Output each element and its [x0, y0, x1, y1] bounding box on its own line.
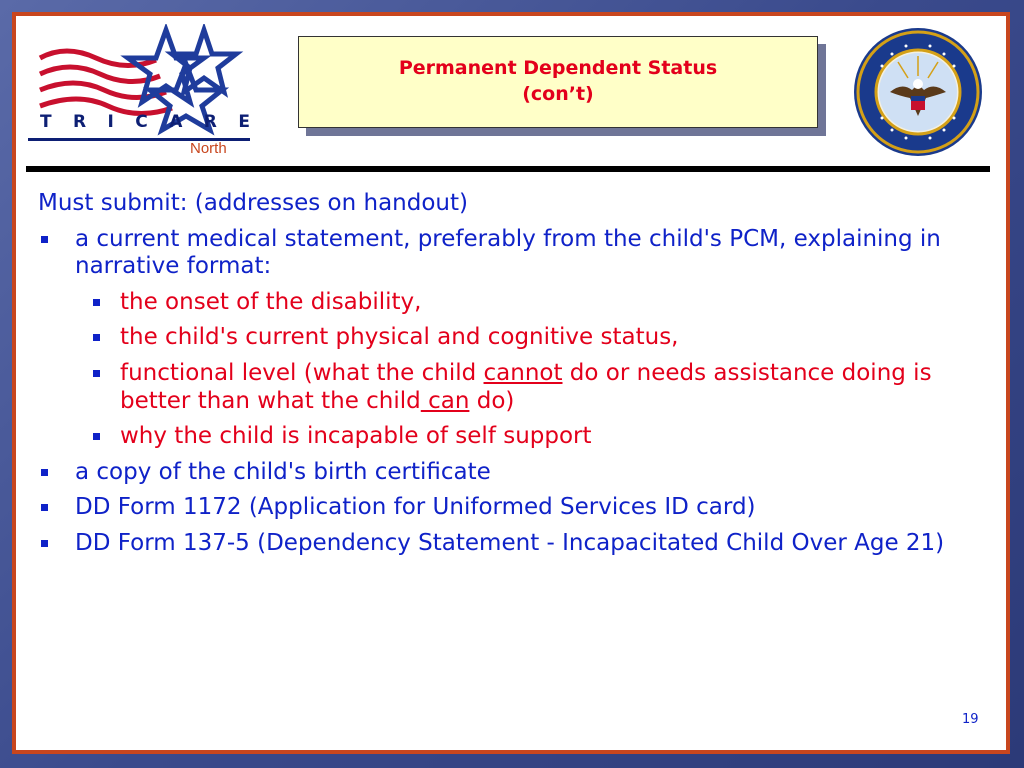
sub-list-item-text: [120, 360, 932, 414]
slide-title: [298, 36, 818, 128]
bullet-icon: [93, 433, 100, 440]
logo-region: North: [190, 140, 227, 157]
text-part: do or needs assistance doing is better than what the child: [120, 359, 932, 414]
list-item: [38, 530, 958, 558]
underlined-text: can: [420, 387, 470, 414]
bullet-icon: [93, 370, 100, 377]
list-item-text: DD Form 137-5 (Dependency Statement - Incapacitated Child Over Age 21): [75, 529, 945, 556]
text-part: functional level (what the child: [120, 359, 484, 386]
logo-letter: R: [73, 112, 87, 132]
title-line-1: Permanent Dependent Status: [398, 57, 718, 80]
logo-letter: R: [203, 112, 217, 132]
slide-body: [38, 190, 958, 566]
bullet-icon: [41, 504, 48, 511]
sub-list-item: [38, 324, 958, 352]
page-number: 19: [962, 712, 979, 727]
title-line-2: (con’t): [522, 83, 594, 105]
sub-list-item: [38, 423, 958, 451]
logo-letter: E: [238, 112, 250, 132]
list-item: [38, 494, 958, 522]
bullet-icon: [93, 299, 100, 306]
list-item: [38, 459, 958, 487]
logo-letter: I: [107, 112, 114, 132]
bullet-icon: [93, 334, 100, 341]
dod-seal-icon: [852, 26, 984, 158]
bullet-icon: [41, 540, 48, 547]
tricare-wordmark: [40, 112, 250, 132]
list-item-text: a copy of the child's birth certificate: [75, 458, 491, 485]
underlined-text: cannot: [483, 359, 563, 386]
list-item: [38, 226, 958, 281]
text-part: do): [469, 387, 515, 414]
sub-list-item: [38, 289, 958, 317]
sub-list-item: [38, 360, 958, 415]
bullet-icon: [41, 236, 48, 243]
sub-list-item-text: the child's current physical and cognitive status,: [120, 324, 679, 351]
header-divider: [26, 166, 990, 172]
intro-text: Must submit: (addresses on handout): [38, 190, 468, 216]
list-item-text: a current medical statement, preferably from the child's PCM, explaining in narrative format:: [75, 225, 941, 280]
logo-letter: C: [135, 112, 148, 132]
sub-list-item-text: why the child is incapable of self support: [120, 423, 592, 450]
sub-list-item-text: the onset of the disability,: [120, 288, 422, 315]
logo-letter: A: [169, 112, 183, 132]
list-item-text: DD Form 1172 (Application for Uniformed Services ID card): [75, 494, 756, 521]
bullet-icon: [41, 469, 48, 476]
logo-letter: T: [40, 112, 52, 132]
